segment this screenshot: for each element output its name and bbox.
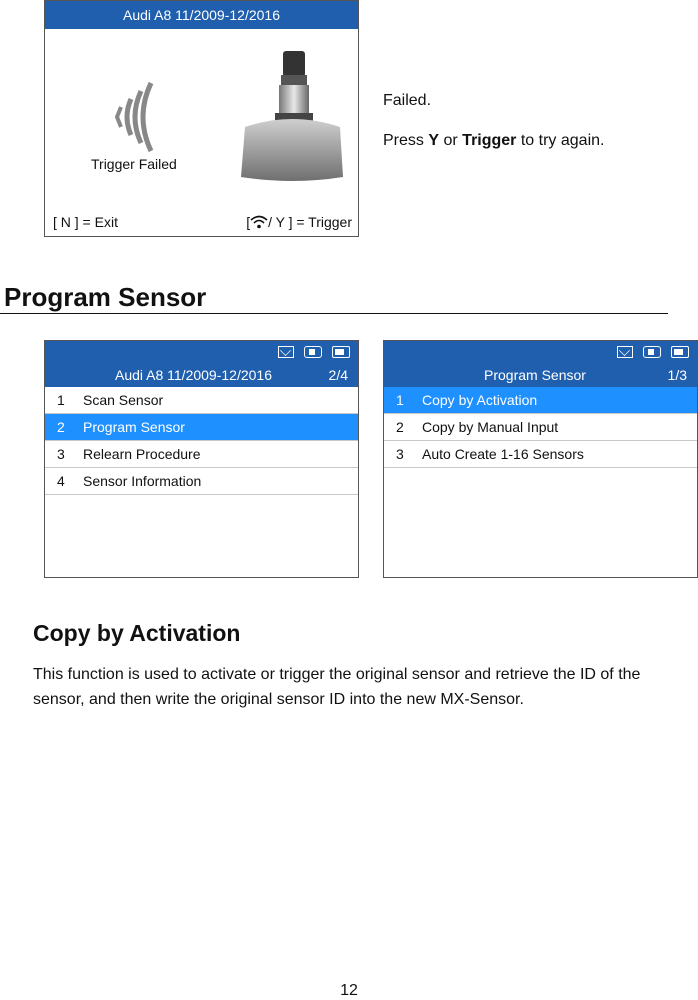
- menu-item-scan-sensor[interactable]: 1 Scan Sensor: [45, 387, 358, 414]
- battery-icon: [671, 346, 689, 358]
- trigger-status-text: Trigger Failed: [91, 156, 177, 172]
- menu-page-indicator: 1/3: [667, 367, 687, 383]
- description-paragraph: This function is used to activate or trigger the original sensor and retrieve the ID of the sensor, and then write the original sensor ID into the new MX-Sensor.: [33, 666, 641, 708]
- menu-item-copy-by-activation[interactable]: 1 Copy by Activation: [384, 387, 697, 414]
- screen-title: Audi A8 11/2009-12/2016: [123, 7, 280, 23]
- connection-icon: [304, 346, 322, 358]
- menu-item-copy-by-manual-input[interactable]: 2 Copy by Manual Input: [384, 414, 697, 441]
- key-trigger: Trigger: [462, 132, 517, 149]
- status-icons: [617, 346, 689, 358]
- message-icon: [278, 346, 294, 358]
- menu-title: Program Sensor: [484, 367, 586, 383]
- menu-item-program-sensor[interactable]: 2 Program Sensor: [45, 414, 358, 441]
- battery-icon: [332, 346, 350, 358]
- menu-title-bar: [45, 341, 358, 387]
- menu-item-sensor-information[interactable]: 4 Sensor Information: [45, 468, 358, 495]
- instruction-failed: Failed.: [383, 92, 432, 109]
- menu-page-indicator: 2/4: [328, 367, 348, 383]
- vehicle-menu-screen: [44, 340, 359, 578]
- menu-item-auto-create-sensors[interactable]: 3 Auto Create 1-16 Sensors: [384, 441, 697, 468]
- screen-title-bar: [45, 1, 358, 29]
- page-number: 12: [340, 982, 358, 999]
- trigger-failed-screen: [44, 0, 359, 237]
- wifi-icon: [250, 215, 268, 229]
- status-icons: [278, 346, 350, 358]
- key-y: Y: [428, 132, 440, 149]
- signal-waves-icon: [109, 77, 169, 157]
- connection-icon: [643, 346, 661, 358]
- exit-key-hint[interactable]: [ N ] = Exit: [53, 214, 118, 230]
- message-icon: [617, 346, 633, 358]
- section-divider: [0, 313, 668, 314]
- subsection-title: Copy by Activation: [33, 620, 241, 646]
- tpms-sensor-image: [235, 49, 350, 189]
- section-title: Program Sensor: [4, 282, 207, 312]
- screen-footer: [45, 210, 358, 236]
- menu-title: Audi A8 11/2009-12/2016: [115, 367, 272, 383]
- program-sensor-menu-screen: [383, 340, 698, 578]
- instruction-retry: Press Y or Trigger to try again.: [383, 132, 605, 149]
- menu-title-bar: [384, 341, 697, 387]
- trigger-key-hint[interactable]: [ / Y ] = Trigger: [246, 214, 352, 230]
- menu-item-relearn-procedure[interactable]: 3 Relearn Procedure: [45, 441, 358, 468]
